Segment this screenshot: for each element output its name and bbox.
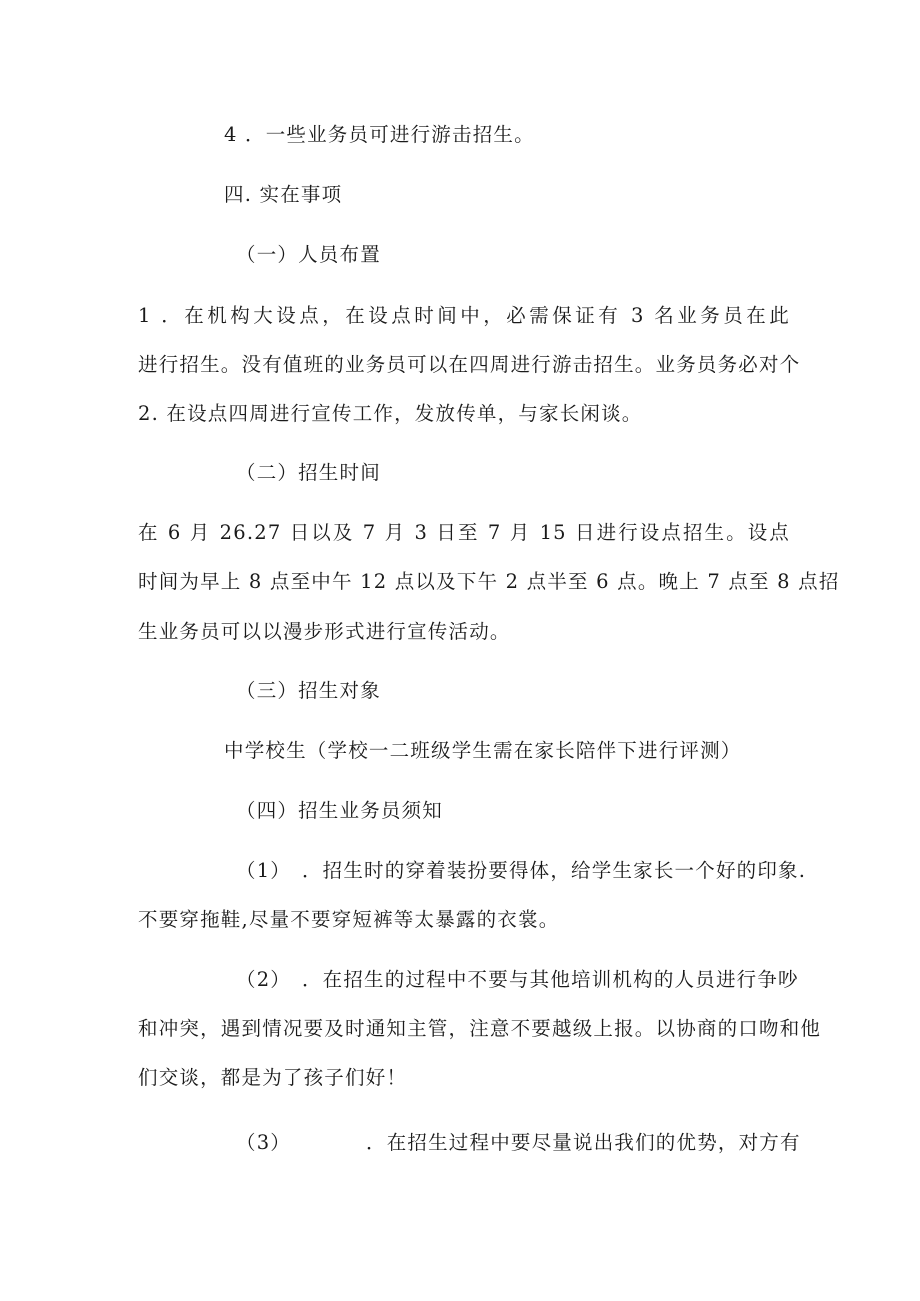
paragraph-line: 在 6 月 26.27 日以及 7 月 3 日至 7 月 15 日进行设点招生。设点 — [138, 521, 790, 544]
paragraph-line: 时间为早上 8 点至中午 12 点以及下午 2 点半至 6 点。晚上 7 点至 8 点招 — [138, 570, 840, 593]
subheading-personnel: （一）人员布置 — [236, 243, 381, 266]
paragraph-line: 生业务员可以以漫步形式进行宣传活动。 — [138, 620, 511, 643]
paragraph-line: ．在招生过程中要尽量说出我们的优势，对方有 — [366, 1131, 801, 1154]
paragraph-line: 不要穿拖鞋,尽量不要穿短裤等太暴露的衣裳。 — [138, 908, 560, 931]
section-heading-4: 四. 实在事项 — [224, 183, 343, 206]
list-item-4: 4 ．一些业务员可进行游击招生。 — [224, 123, 535, 146]
paragraph-line: 们交谈，都是为了孩子们好！ — [138, 1066, 408, 1089]
paragraph-line: （2） ．在招生的过程中不要与其他培训机构的人员进行争吵 — [236, 968, 799, 991]
paragraph-line: 中学校生（学校一二班级学生需在家长陪伴下进行评测） — [224, 739, 742, 762]
subheading-notice: （四）招生业务员须知 — [236, 799, 444, 822]
paragraph-line: 和冲突，遇到情况要及时通知主管，注意不要越级上报。以协商的口吻和他 — [138, 1017, 822, 1040]
subheading-time: （二）招生时间 — [236, 461, 381, 484]
list-marker-3: （3） — [236, 1131, 292, 1154]
paragraph-line: 1 ．在机构大设点，在设点时间中，必需保证有 3 名业务员在此 — [138, 304, 790, 327]
paragraph-line: 进行招生。没有值班的业务员可以在四周进行游击招生。业务员务必对个 — [138, 353, 801, 376]
paragraph-line: 2. 在设点四周进行宣传工作，发放传单，与家长闲谈。 — [138, 402, 643, 425]
paragraph-line: （1） ．招生时的穿着装扮要得体，给学生家长一个好的印象. — [236, 859, 807, 882]
subheading-target: （三）招生对象 — [236, 679, 381, 702]
